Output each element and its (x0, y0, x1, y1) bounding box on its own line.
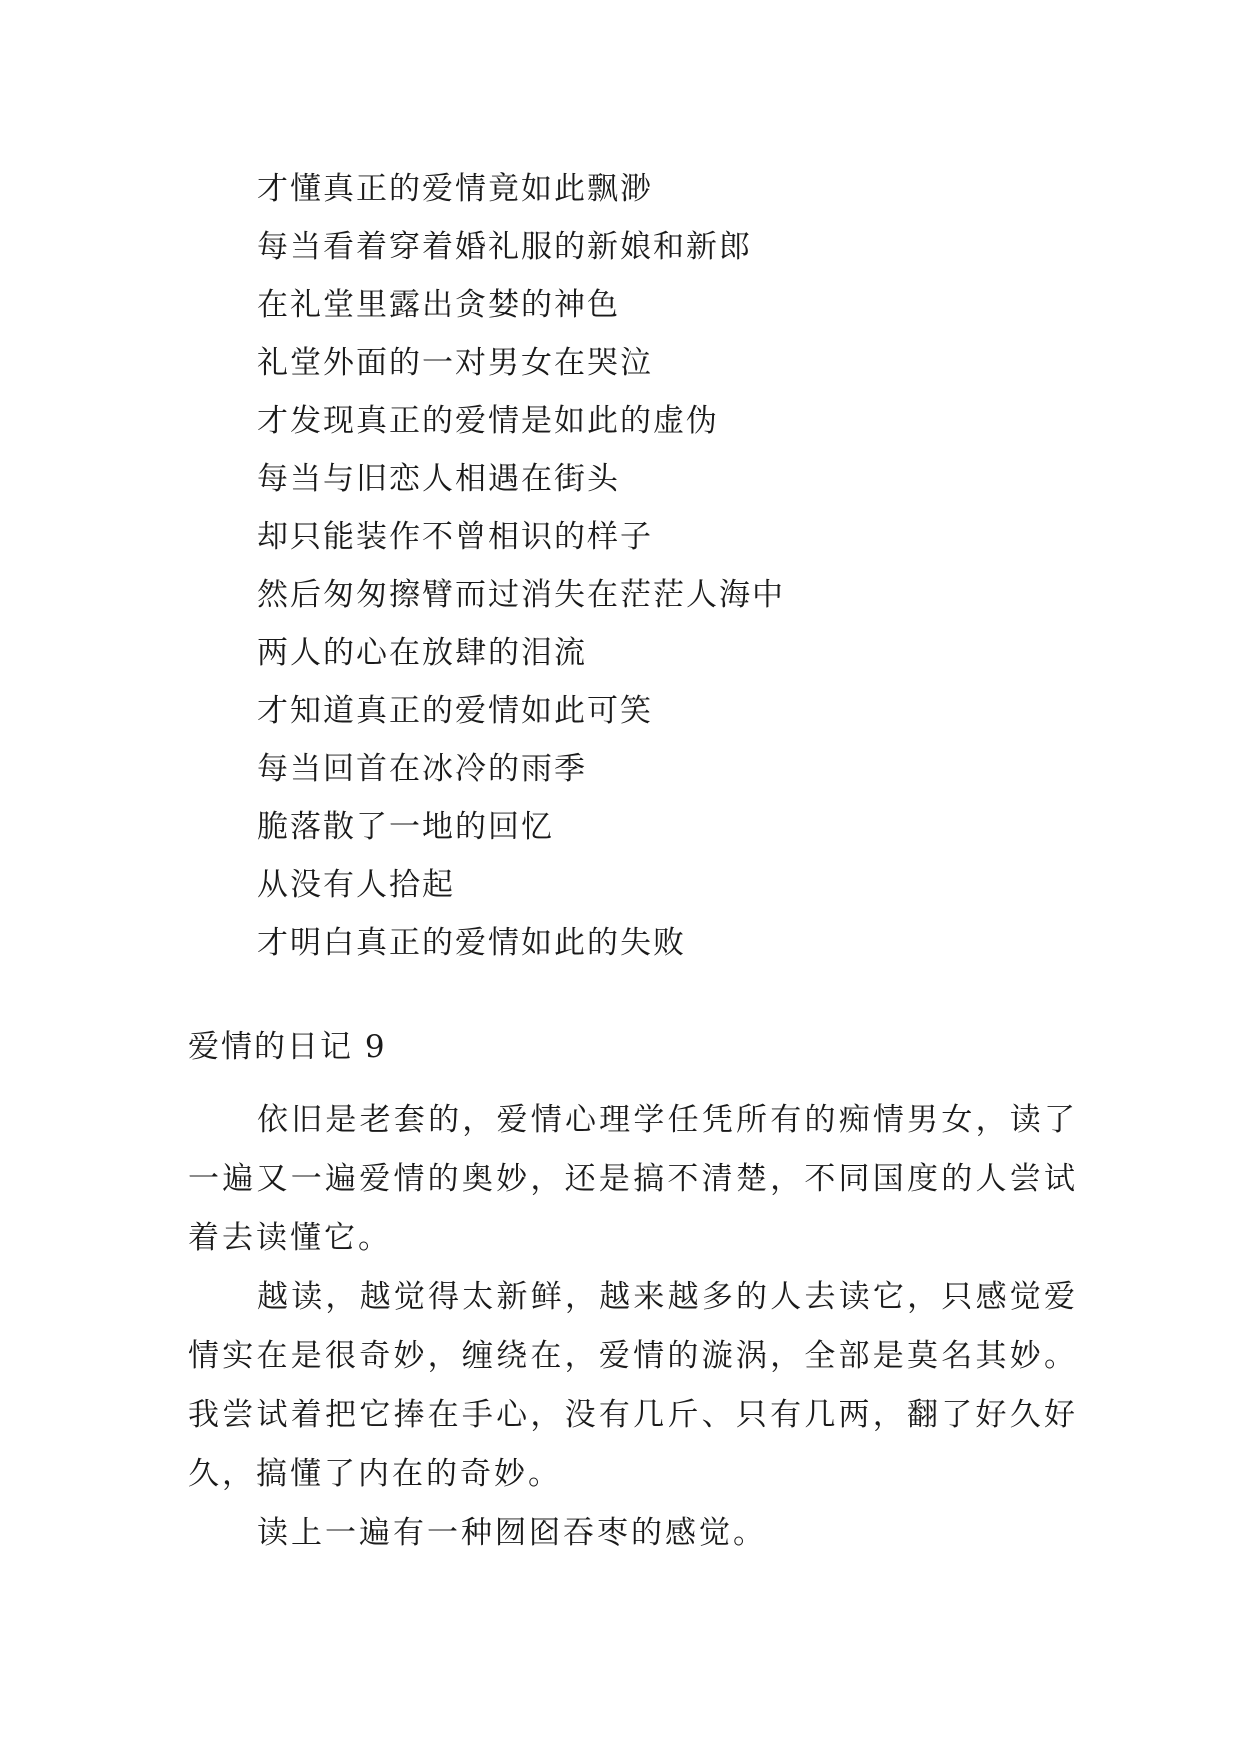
poem-line: 却只能装作不曾相识的样子 (257, 519, 653, 555)
poem-line: 脆落散了一地的回忆 (257, 809, 554, 845)
poem-line: 才懂真正的爱情竟如此飘渺 (257, 171, 653, 207)
paragraph: 越读，越觉得太新鲜，越来越多的人去读它，只感觉爱情实在是很奇妙，缠绕在，爱情的漩涡，全部是莫名其妙。我尝试着把它捧在手心，没有几斤、只有几两，翻了好久好久，搞懂了内在的奇妙。 (188, 1279, 1078, 1492)
poem-line: 从没有人拾起 (257, 867, 455, 903)
poem-line: 才知道真正的爱情如此可笑 (257, 693, 653, 729)
poem-line: 礼堂外面的一对男女在哭泣 (257, 345, 653, 381)
poem-block (257, 160, 1137, 972)
poem-line: 然后匆匆擦臂而过消失在茫茫人海中 (257, 577, 785, 613)
poem-line: 每当与旧恋人相遇在街头 (257, 461, 620, 497)
poem-line: 两人的心在放肆的泪流 (257, 635, 587, 671)
poem-line: 每当回首在冰冷的雨季 (257, 751, 587, 787)
body-text (188, 1091, 1078, 1563)
paragraph: 依旧是老套的，爱情心理学任凭所有的痴情男女，读了一遍又一遍爱情的奥妙，还是搞不清楚，不同国度的人尝试着去读懂它。 (188, 1102, 1078, 1256)
paragraph: 读上一遍有一种囫囵吞枣的感觉。 (257, 1515, 767, 1551)
poem-line: 才发现真正的爱情是如此的虚伪 (257, 403, 719, 439)
poem-line: 才明白真正的爱情如此的失败 (257, 925, 686, 961)
poem-line: 每当看着穿着婚礼服的新娘和新郎 (257, 229, 752, 265)
poem-line: 在礼堂里露出贪婪的神色 (257, 287, 620, 323)
section-title: 爱情的日记 9 (188, 1029, 387, 1065)
